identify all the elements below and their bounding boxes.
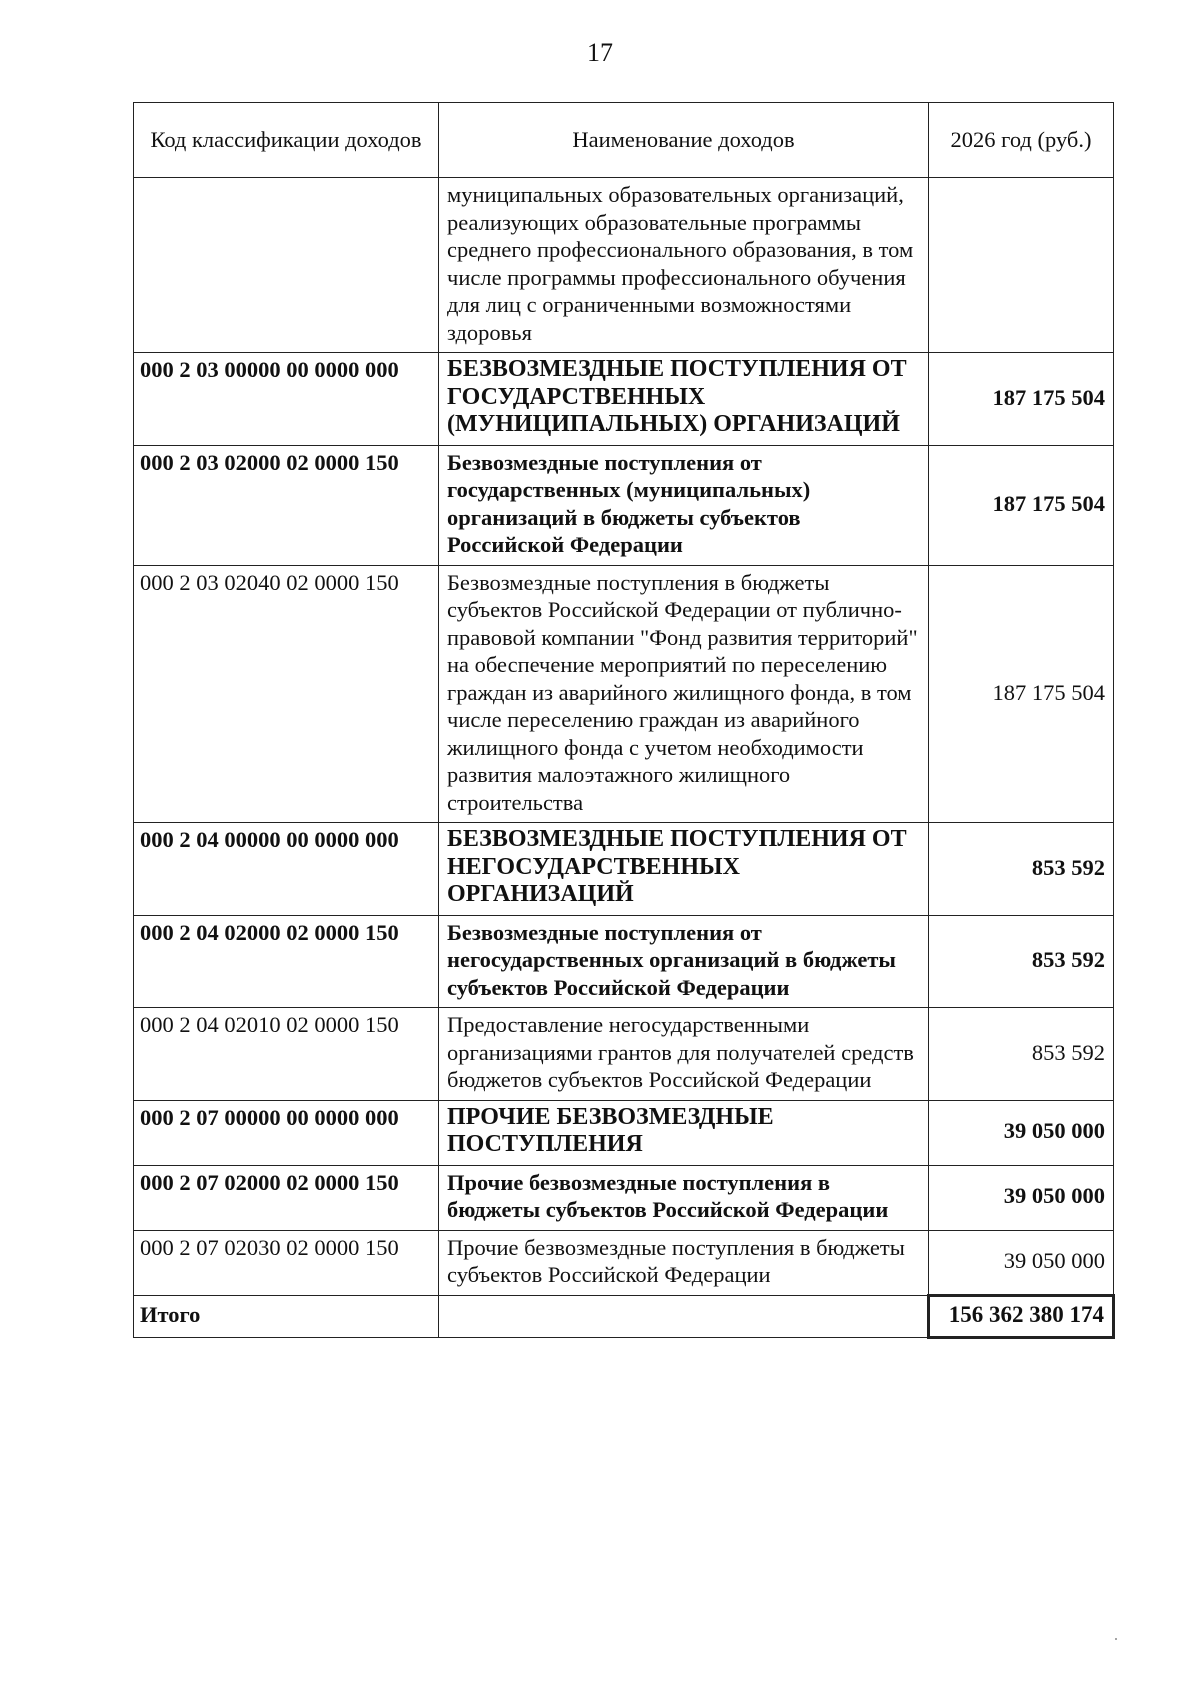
row-code: 000 2 07 00000 00 0000 000 — [134, 1100, 439, 1165]
row-code: 000 2 07 02000 02 0000 150 — [134, 1165, 439, 1230]
row-name: Прочие безвозмездные поступления в бюджеты субъектов Российской Федерации — [439, 1165, 929, 1230]
row-name: муниципальных образовательных организаций, реализующих образовательные программы среднего профессионального образования, в том числе программы профессионального обучения для лиц с ограниченными возможностями здоровья — [439, 178, 929, 353]
table-row — [134, 353, 1114, 446]
row-code — [134, 178, 439, 353]
row-code: 000 2 03 00000 00 0000 000 — [134, 353, 439, 446]
row-code: 000 2 03 02000 02 0000 150 — [134, 445, 439, 565]
total-name — [439, 1295, 929, 1337]
total-row — [134, 1295, 1114, 1337]
page-number: 17 — [587, 38, 613, 67]
row-code: 000 2 04 02010 02 0000 150 — [134, 1008, 439, 1101]
table-row — [134, 178, 1114, 353]
header-name: Наименование доходов — [439, 103, 929, 178]
row-sum: 187 175 504 — [929, 445, 1114, 565]
table-row — [134, 823, 1114, 916]
row-sum: 39 050 000 — [929, 1165, 1114, 1230]
table-row — [134, 915, 1114, 1008]
table-row — [134, 1100, 1114, 1165]
row-sum: 853 592 — [929, 915, 1114, 1008]
row-sum: 853 592 — [929, 823, 1114, 916]
table-header — [134, 103, 1114, 178]
table-row — [134, 565, 1114, 823]
row-sum — [929, 178, 1114, 353]
header-code: Код классификации доходов — [134, 103, 439, 178]
row-code: 000 2 04 02000 02 0000 150 — [134, 915, 439, 1008]
table-row — [134, 445, 1114, 565]
row-sum: 187 175 504 — [929, 353, 1114, 446]
total-label: Итого — [134, 1295, 439, 1337]
table-row — [134, 1008, 1114, 1101]
row-code: 000 2 03 02040 02 0000 150 — [134, 565, 439, 823]
row-sum: 187 175 504 — [929, 565, 1114, 823]
row-name: БЕЗВОЗМЕЗДНЫЕ ПОСТУПЛЕНИЯ ОТ ГОСУДАРСТВЕННЫХ (МУНИЦИПАЛЬНЫХ) ОРГАНИЗАЦИЙ — [439, 353, 929, 446]
income-table — [133, 102, 1115, 1339]
table-row — [134, 1230, 1114, 1295]
row-code: 000 2 04 00000 00 0000 000 — [134, 823, 439, 916]
row-code: 000 2 07 02030 02 0000 150 — [134, 1230, 439, 1295]
row-sum: 39 050 000 — [929, 1100, 1114, 1165]
row-name: Безвозмездные поступления от государственных (муниципальных) организаций в бюджеты субъектов Российской Федерации — [439, 445, 929, 565]
row-name: Безвозмездные поступления в бюджеты субъектов Российской Федерации от публично-правовой компании "Фонд развития территорий" на обеспечение мероприятий по переселению граждан из аварийного жилищного фонда, в том числе переселению граждан из аварийного жилищного фонда с учетом необходимости развития малоэтажного жилищного строительства — [439, 565, 929, 823]
row-name: БЕЗВОЗМЕЗДНЫЕ ПОСТУПЛЕНИЯ ОТ НЕГОСУДАРСТВЕННЫХ ОРГАНИЗАЦИЙ — [439, 823, 929, 916]
scan-speck — [1115, 1638, 1117, 1640]
header-sum: 2026 год (руб.) — [929, 103, 1114, 178]
row-name: Предоставление негосударственными организациями грантов для получателей средств бюджетов субъектов Российской Федерации — [439, 1008, 929, 1101]
row-name: Безвозмездные поступления от негосударственных организаций в бюджеты субъектов Российской Федерации — [439, 915, 929, 1008]
header-row — [134, 103, 1114, 178]
table-row — [134, 1165, 1114, 1230]
row-name: Прочие безвозмездные поступления в бюджеты субъектов Российской Федерации — [439, 1230, 929, 1295]
row-sum: 39 050 000 — [929, 1230, 1114, 1295]
row-name: ПРОЧИЕ БЕЗВОЗМЕЗДНЫЕ ПОСТУПЛЕНИЯ — [439, 1100, 929, 1165]
row-sum: 853 592 — [929, 1008, 1114, 1101]
table-body — [134, 178, 1114, 1338]
total-sum: 156 362 380 174 — [929, 1295, 1114, 1337]
